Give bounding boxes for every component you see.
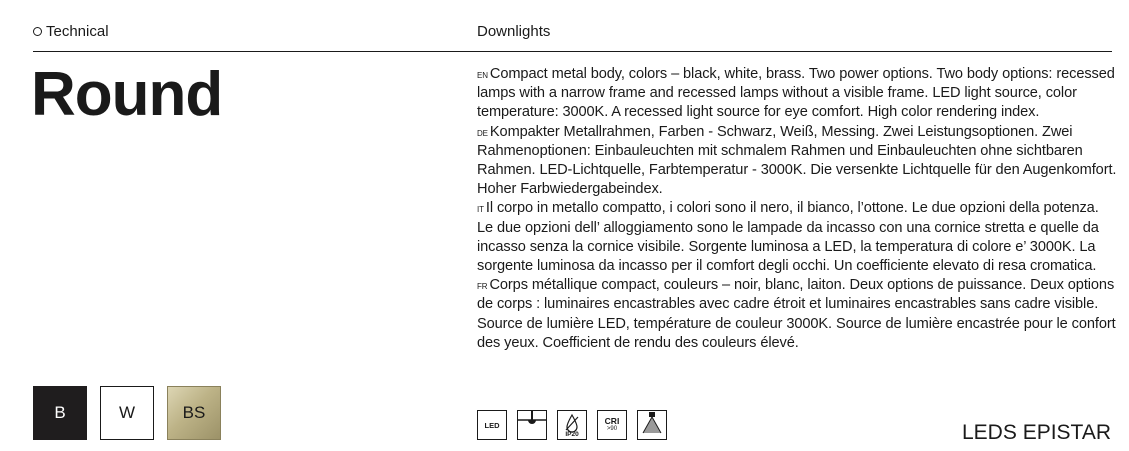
description-fr <box>477 276 1117 353</box>
section-label-text: Technical <box>46 23 109 40</box>
lang-code-it: IT <box>477 205 484 215</box>
cri-icon-value: >90 <box>606 426 618 432</box>
description-text-fr: Corps métallique compact, couleurs – noir, blanc, laiton. Deux options de puissance. Deux options de corps : luminaires encastrables avec cadre étroit et luminaires encastrables sans cadre visible. Source de lumière LED, température de couleur 3000K. Source de lumière encastrée pour le confort des yeux. Coefficient de rendu des couleurs élevé. <box>477 277 1116 351</box>
section-label <box>33 23 109 40</box>
description-it <box>477 199 1117 276</box>
header-divider <box>33 51 1112 52</box>
description-de <box>477 123 1117 200</box>
lang-code-fr: FR <box>477 282 488 292</box>
description-en <box>477 65 1117 123</box>
ip20-icon <box>557 410 587 440</box>
description-block <box>477 65 1117 353</box>
description-text-it: Il corpo in metallo compatto, i colori sono il nero, il bianco, l’ottone. Le due opzioni della potenza. Le due opzioni dell’ alloggiamento sono le lampade da incasso con una cornice stretta e quelle da incasso senza la cornice visibile. Sorgente luminosa a LED, la temperatura di colore e’ 3000K. La sorgente luminosa da incasso per il comfort degli occhi. Un coefficiente elevato di resa cromatica. <box>477 200 1099 275</box>
finish-white-swatch[interactable]: W <box>100 386 154 440</box>
led-icon-label: LED <box>484 420 500 430</box>
ip20-icon-label: IP20 <box>565 431 579 438</box>
lang-code-de: DE <box>477 128 488 138</box>
finish-brass-swatch[interactable]: BS <box>167 386 221 440</box>
category-label: Downlights <box>477 23 551 40</box>
led-icon <box>477 410 507 440</box>
product-title: Round <box>31 60 223 129</box>
recessed-icon <box>517 410 547 440</box>
cri-icon-label: CRI <box>604 416 620 426</box>
description-text-de: Kompakter Metallrahmen, Farben - Schwarz, Weiß, Messing. Zwei Leistungsoptionen. Zwei Rahmenoptionen: Einbauleuchten mit schmalem Rahmen und Einbauleuchten ohne sichtbaren Rahmen. LED-Lichtquelle, Farbtemperatur - 3000K. Die versenkte Lichtquelle für den Augenkomfort. Hoher Farbwiedergabeindex. <box>477 123 1117 198</box>
description-text-en: Compact metal body, colors – black, white, brass. Two power options. Two body options: recessed lamps with a narrow frame and recessed lamps without a visible frame. LED light source, color temperature: 3000K. A recessed light source for eye comfort. High color rendering index. <box>477 66 1115 121</box>
finish-black-swatch[interactable]: B <box>33 386 87 440</box>
brand-label: LEDS EPISTAR <box>962 421 1111 444</box>
beam-icon <box>637 410 667 440</box>
cri-icon <box>597 410 627 440</box>
circle-bullet-icon <box>33 27 42 36</box>
lang-code-en: EN <box>477 71 488 80</box>
spec-icons <box>477 410 667 440</box>
finish-swatches <box>33 386 221 440</box>
